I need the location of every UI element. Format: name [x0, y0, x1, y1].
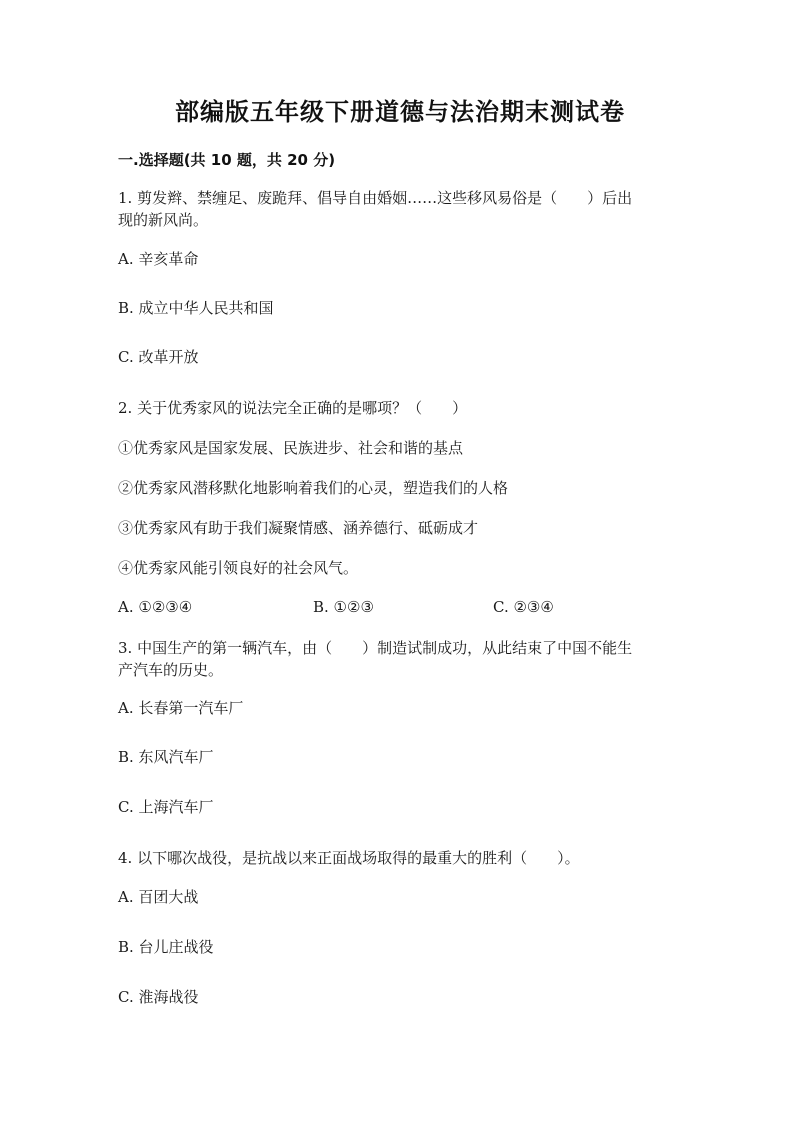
question-1-option-c[interactable]: C. 改革开放	[118, 348, 199, 366]
question-1-option-a[interactable]: A. 辛亥革命	[118, 250, 199, 268]
question-2-stem-line-1: 2. 关于优秀家风的说法完全正确的是哪项？（ ）	[118, 399, 468, 417]
question-4-option-b[interactable]: B. 台儿庄战役	[118, 938, 214, 956]
question-2-statement-1: ①优秀家风是国家发展、民族进步、社会和谐的基点	[118, 439, 464, 457]
question-3-stem-line-1: 3. 中国生产的第一辆汽车，由（ ）制造试制成功，从此结束了中国不能生	[118, 639, 633, 657]
question-2-statement-4: ④优秀家风能引领良好的社会风气。	[118, 559, 359, 577]
question-2-option-b[interactable]: B. ①②③	[313, 598, 374, 616]
question-3-stem-line-2: 产汽车的历史。	[118, 661, 224, 679]
question-4-stem-line-1: 4. 以下哪次战役，是抗战以来正面战场取得的最重大的胜利（ ）。	[118, 849, 580, 867]
question-2-option-a[interactable]: A. ①②③④	[118, 598, 193, 616]
question-4-option-c[interactable]: C. 淮海战役	[118, 988, 199, 1006]
question-2-statement-2: ②优秀家风潜移默化地影响着我们的心灵，塑造我们的人格	[118, 479, 509, 497]
question-3-option-a[interactable]: A. 长春第一汽车厂	[118, 699, 244, 717]
question-4-option-a[interactable]: A. 百团大战	[118, 888, 199, 906]
question-2-option-c[interactable]: C. ②③④	[493, 598, 554, 616]
section-header: 一.选择题(共 10 题，共 20 分)	[118, 151, 336, 169]
question-1-option-b[interactable]: B. 成立中华人民共和国	[118, 299, 274, 317]
question-3-option-c[interactable]: C. 上海汽车厂	[118, 798, 214, 816]
question-1-stem-line-1: 1. 剪发辫、禁缠足、废跪拜、倡导自由婚姻……这些移风易俗是（ ）后出	[118, 189, 633, 207]
page-title: 部编版五年级下册道德与法治期末测试卷	[175, 98, 625, 126]
question-2-statement-3: ③优秀家风有助于我们凝聚情感、涵养德行、砥砺成才	[118, 519, 479, 537]
question-1-stem-line-2: 现的新风尚。	[118, 211, 209, 229]
question-3-option-b[interactable]: B. 东风汽车厂	[118, 748, 214, 766]
